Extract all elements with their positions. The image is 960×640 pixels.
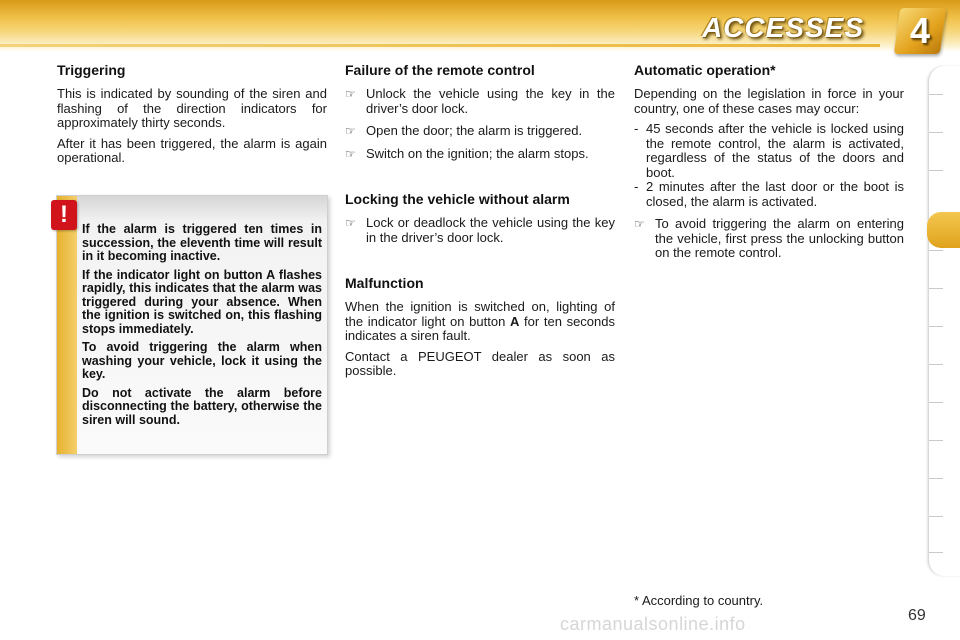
list-item-text: 2 minutes after the last door or the boot is closed, the alarm is activated. [646, 179, 904, 209]
list-item [634, 122, 904, 180]
pointing-hand-icon: ☞ [345, 146, 356, 161]
pointing-hand-icon: ☞ [345, 216, 356, 230]
warning-paragraph: To avoid triggering the alarm when washing your vehicle, lock it using the key. [82, 340, 322, 381]
tab-tick [929, 552, 943, 553]
heading-locking-without-alarm: Locking the vehicle without alarm [345, 191, 570, 207]
triggering-paragraph: This is indicated by sounding of the siren and flashing of the direction indicators for approximately thirty seconds. [57, 86, 327, 130]
tab-tick [929, 402, 943, 403]
heading-automatic-operation: Automatic operation* [634, 62, 776, 78]
list-item [345, 124, 615, 139]
tab-tick [929, 440, 943, 441]
chapter-badge [894, 8, 946, 54]
pointing-hand-icon: ☞ [345, 87, 356, 101]
button-a-label: A [509, 313, 520, 329]
warning-paragraph: If the indicator light on button A flashes rapidly, this indicates that the alarm was triggered during your absence. When the ignition is switched on, this flashing stops immediately. [82, 267, 322, 336]
list-item-text: To avoid triggering the alarm on entering the vehicle, first press the unlocking button on the remote control. [655, 216, 904, 260]
tab-tick [929, 326, 943, 327]
malfunction-text: When the ignition is switched on, lighting of the indicator light on button [345, 299, 615, 329]
column-remote-control [345, 62, 615, 385]
tab-tick [929, 288, 943, 289]
triggering-paragraph: After it has been triggered, the alarm is again operational. [57, 135, 327, 165]
warning-text [82, 223, 322, 432]
tab-tick [929, 170, 943, 171]
watermark: carmanualsonline.info [560, 614, 746, 634]
column-triggering [57, 62, 327, 172]
exclamation-icon: ! [51, 200, 77, 230]
tab-tick [929, 94, 943, 95]
chapter-tab-rail [928, 66, 960, 576]
tab-tick [929, 478, 943, 479]
list-item-text: Lock or deadlock the vehicle using the key in the driver’s door lock. [366, 215, 615, 245]
heading-malfunction: Malfunction [345, 275, 424, 291]
header-rule [0, 44, 880, 47]
list-item [634, 180, 904, 209]
pointing-hand-icon: ☞ [634, 217, 645, 231]
malfunction-paragraph: Contact a PEUGEOT dealer as soon as possible. [345, 348, 615, 378]
chapter-number: 4 [909, 10, 931, 51]
footnote: * According to country. [634, 593, 764, 608]
chapter-tab-active[interactable] [927, 212, 960, 248]
dash-marker: - [634, 121, 639, 136]
warning-side-bar [57, 196, 77, 454]
list-item [634, 217, 904, 261]
tab-tick [929, 132, 943, 133]
list-item [345, 216, 615, 245]
malfunction-text: for ten seconds indicates a siren fault. [345, 313, 615, 343]
tab-tick [929, 250, 943, 251]
list-item [345, 147, 615, 162]
dash-marker: - [634, 179, 639, 194]
warning-paragraph: Do not activate the alarm before disconnecting the battery, otherwise the siren will sound. [82, 385, 322, 427]
heading-failure-remote: Failure of the remote control [345, 62, 535, 78]
malfunction-paragraph [345, 300, 615, 344]
list-item-text: Unlock the vehicle using the key in the driver’s door lock. [366, 86, 615, 116]
section-title: ACCESSES [701, 12, 864, 43]
automatic-intro: Depending on the legislation in force in your country, one of these cases may occur: [634, 86, 904, 116]
page-number: 69 [908, 607, 926, 624]
list-item-text: Switch on the ignition; the alarm stops. [366, 145, 589, 161]
heading-triggering: Triggering [57, 62, 126, 78]
tab-tick [929, 516, 943, 517]
list-item-text: 45 seconds after the vehicle is locked using the remote control, the alarm is activated, regardless of the status of the doors and boot. [646, 121, 904, 180]
column-automatic-operation [634, 62, 904, 269]
warning-paragraph: If the alarm is triggered ten times in succession, the eleventh time will result in it becoming inactive. [82, 222, 322, 263]
tab-tick [929, 364, 943, 365]
list-item [345, 87, 615, 116]
pointing-hand-icon: ☞ [345, 124, 356, 138]
list-item-text: Open the door; the alarm is triggered. [366, 123, 583, 138]
